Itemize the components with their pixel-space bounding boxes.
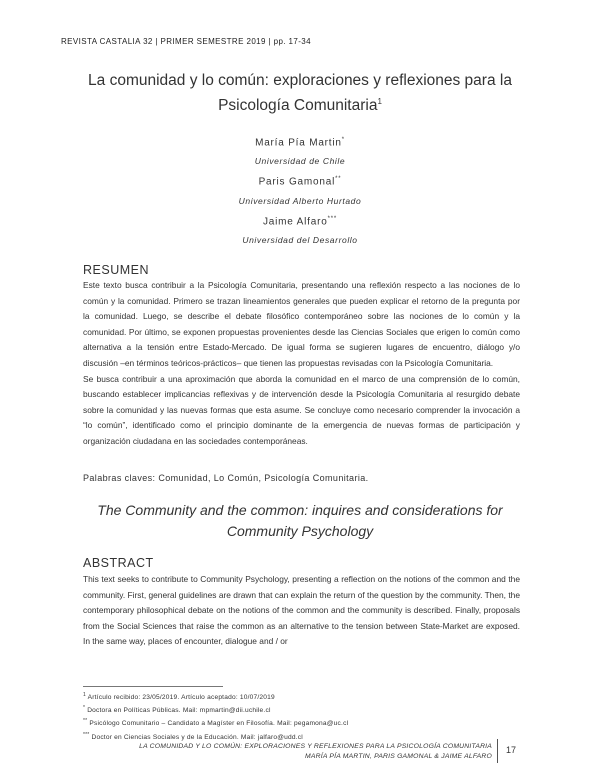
author-name: Jaime Alfaro***: [262, 215, 338, 227]
keywords-label: Palabras claves:: [83, 473, 156, 483]
footnote: * Doctora en Políticas Públicas. Mail: mpmartin@dii.uchile.cl: [83, 705, 271, 715]
english-title: The Community and the common: inquires and considerations for Community Psychology: [97, 502, 503, 539]
abstract-paragraph: This text seeks to contribute to Community Psychology, presenting a reflection on the notions of the common and the community. First, general guidelines are drawn that can explain the return of the question by the community. Then, the contemporary philosophical debate on the notions of the common and the community is described. Finally, proposals from the Social Sciences that raise the common as an alternative to the tension between State-Market are exposed. In the same way, places of encounter, dialogue and / or: [83, 574, 520, 647]
journal-header: REVISTA CASTALIA 32 | PRIMER SEMESTRE 2019 | pp. 17-34: [61, 37, 311, 46]
resumen-paragraph: Se busca contribuir a una aproximación que aborda la comunidad en el marco de una comprensión de lo común, buscando establecer implicancias reflexivas y de intervención desde la Psicología Comunitaria al resurgido debate sobre la comunidad y las nuevas formas que esta asume. Se concluye como necesario comprender la invocación a “lo común”, identificado como el principio dominante de la emergencia de nuevas formas de participación y organización ciudadana en las sociedades contemporáneas.: [83, 373, 520, 446]
resumen-heading: RESUMEN: [83, 263, 150, 277]
title-footnote-mark: 1: [377, 97, 382, 106]
running-footer-title: LA COMUNIDAD Y LO COMÚN: EXPLORACIONES Y REFLEXIONES PARA LA PSICOLOGÍA COMUNITARIA: [139, 743, 492, 750]
running-footer: [139, 742, 492, 762]
resumen-paragraph: Este texto busca contribuir a la Psicología Comunitaria, presentando una reflexión respecto a las nociones de lo común y la comunidad. Primero se trazan lineamientos generales que pueden explicar el retorno de la pregunta por la comunidad. Luego, se describe el debate filosófico contemporáneo sobre las nociones de lo común y la comunidad. Por último, se exponen propuestas provenientes desde las Ciencias Sociales que erigen lo común como alternativa a la tensión entre Estado-Mercado. De igual forma se sugieren lugares de encuentro, diálogo y/o discusión –en términos teóricos-prácticos– que tienen las propuestas revisadas con la Psicología Comunitaria.: [83, 280, 520, 368]
resumen-body: [83, 278, 520, 450]
footnotes: [83, 690, 348, 743]
keywords-value: Comunidad, Lo Común, Psicología Comunitaria.: [158, 473, 369, 483]
author-affiliation: Universidad de Chile: [254, 156, 346, 167]
author-block: [60, 131, 540, 249]
abstract-body: [83, 572, 520, 681]
author-name: María Pía Martin*: [255, 137, 345, 149]
footnote: *** Doctor en Ciencias Sociales y de la Educación. Mail: jalfaro@udd.cl: [83, 731, 303, 741]
abstract-heading: ABSTRACT: [83, 556, 154, 570]
author-name: Paris Gamonal**: [258, 176, 342, 188]
footnote: ** Psicólogo Comunitario – Candidato a Magíster en Filosofía. Mail: pegamona@uc.cl: [83, 718, 349, 728]
author-affiliation: Universidad Alberto Hurtado: [238, 195, 362, 206]
author-affiliation: Universidad del Desarrollo: [242, 234, 358, 245]
keywords-line: [83, 473, 369, 483]
article-title: [60, 70, 540, 116]
footnote-divider: [83, 686, 223, 687]
page-number: 17: [506, 745, 517, 755]
footnote: $^1$ Artículo recibido: 23/05/2019. Artículo aceptado: 10/07/2019: [83, 692, 275, 702]
running-footer-authors: MARÍA PÍA MARTIN, PARIS GAMONAL & JAIME ALFARO: [305, 753, 492, 760]
article-title-text: La comunidad y lo común: exploraciones y reflexiones para la Psicología Comunitaria: [88, 72, 512, 115]
page-number-divider: [497, 739, 498, 763]
